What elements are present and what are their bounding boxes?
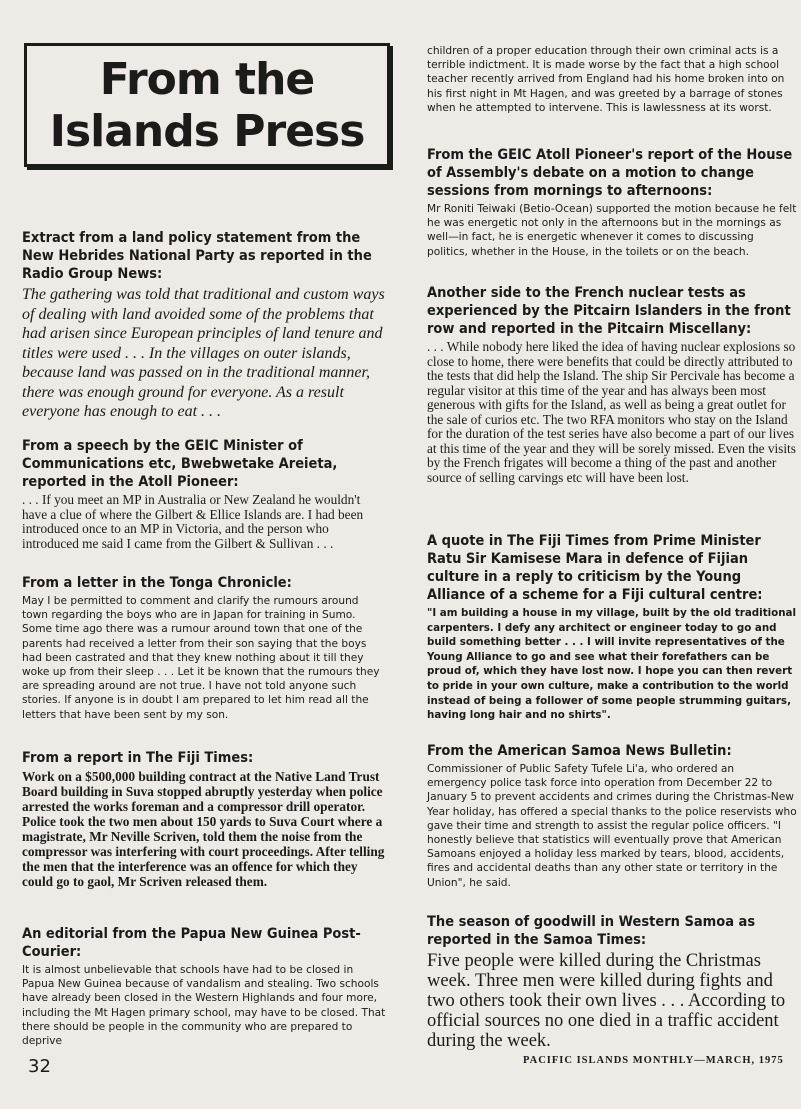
article-heading: Extract from a land policy statement from the New Hebrides National Party as reported in the Radio Group News:	[22, 230, 372, 282]
article-body: "I am building a house in my village, built by the old traditional carpenters. I defy any architect or engineer today to go and build something better . . . I will invite representatives of the Young Alliance to go and see what their forefathers can be proud of, which they have lost now. I hope you can then revert to pride in your own culture, make a contribution to the world instead of being a follower of some people strumming guitars, having long hair and no shirts".	[427, 607, 797, 722]
article-atoll-speech	[22, 437, 387, 551]
article-heading: From the American Samoa News Bulletin:	[427, 743, 732, 759]
article-heading: Another side to the French nuclear tests as experienced by the Pitcairn Islanders in the front row and reported in the Pitcairn Miscellany:	[427, 285, 791, 337]
article-heading: From a letter in the Tonga Chronicle:	[22, 575, 292, 591]
article-body: It is almost unbelievable that schools have had to be closed in Papua New Guinea because of vandalism and stealing. Two schools have already been closed in the Western Highlands and four more, including the Mt Hagen primary school, may have to be closed. That there should be people in the community who are prepared to deprive	[22, 964, 386, 1048]
article-body: May I be permitted to comment and clarify the rumours around town regarding the boys who are in Japan for training in Sumo. Some time ago there was a rumour around town that one of the parents had received a letter from their son saying that the boys had been castrated and that they knew nothing about it till they woke up from their sleep . . . Let it be known that the rumours they are spreading around are not true. I have not told anyone such stories. If anyone is in doubt I am prepared to let him read all the letters that have been sent by my son.	[22, 595, 380, 721]
article-body: Mr Roniti Teiwaki (Betio-Ocean) supported the motion because he felt he was energetic not only in the afternoons but in the mornings as well—in fact, he is energetic whenever it comes to discussing politics, whether in the House, in the toilets or on the beach.	[427, 203, 797, 258]
article-body: Work on a $500,000 building contract at the Native Land Trust Board building in Suva stopped abruptly yesterday when police arrested the works foreman and a compressor drill operator. Police took the two men about 150 yards to Suva Court where a magistrate, Mr Neville Scriven, told them the noise from the compressor was interfering with court proceedings. After telling the men that the interference was an offence for which they could go to gaol, Mr Scriven released them.	[22, 769, 385, 889]
article-samoa-news	[427, 742, 797, 890]
article-body: The gathering was told that traditional and custom ways of dealing with land avoided some of the problems that had arisen since European principles of land tenure and titles were used . . . In the villages on outer islands, because land was passed on in the traditional manner, there was enough ground for everyone. As a result everyone has enough to eat . . .	[22, 286, 385, 420]
article-body: children of a proper education through their own criminal acts is a terrible indictment. It is made worse by the fact that a high school teacher recently arrived from England had his home broken into on his first night in Mt Hagen, and was greeted by a barrage of stones when he attempted to intervene. This is lawlessness at its worst.	[427, 45, 785, 114]
article-fiji-report	[22, 749, 387, 889]
article-body: Commissioner of Public Safety Tufele Li'a, who ordered an emergency police task force into operation from December 22 to January 5 to prevent accidents and crimes during the Christmas-New Year holiday, has offered a special thanks to the police reservists who gave their time and strength to assist the regular police officers. "I honestly believe that statistics will eventually prove that American Samoans enjoyed a holiday less marked by tears, blood, accidents, fires and accidental deaths than any other state or territory in the Union", he said.	[427, 763, 797, 889]
running-footer: PACIFIC ISLANDS MONTHLY—MARCH, 1975	[523, 1055, 784, 1066]
article-land-policy	[22, 229, 387, 422]
page-number: 32	[28, 1056, 51, 1077]
article-body: Five people were killed during the Christmas week. Three men were killed during fights and two others took their own lives . . . According to official sources no one died in a traffic accident during the week.	[427, 951, 786, 1051]
article-body: . . . If you meet an MP in Australia or New Zealand he wouldn't have a clue of where the Gilbert & Ellice Islands are. I had been introduced once to an MP in Victoria, and the person who introduced me said I came from the Gilbert & Sullivan . . .	[22, 492, 364, 551]
article-mara-quote	[427, 532, 797, 723]
article-heading: From a speech by the GEIC Minister of Communications etc, Bwebwetake Areieta, reported in the Atoll Pioneer:	[22, 438, 338, 490]
article-heading: An editorial from the Papua New Guinea Post-Courier:	[22, 926, 361, 960]
article-heading: The season of goodwill in Western Samoa as reported in the Samoa Times:	[427, 914, 756, 948]
article-samoa-times	[427, 913, 797, 1051]
article-heading: From the GEIC Atoll Pioneer's report of the House of Assembly's debate on a motion to change sessions from mornings to afternoons:	[427, 147, 793, 199]
article-tonga-letter	[22, 574, 387, 722]
article-png-editorial-cont	[427, 44, 797, 115]
title-box	[24, 43, 390, 167]
article-heading: From a report in The Fiji Times:	[22, 750, 254, 766]
page-title: From the Islands Press	[49, 54, 365, 157]
article-heading: A quote in The Fiji Times from Prime Minister Ratu Sir Kamisese Mara in defence of Fijian culture in a reply to criticism by the Young Alliance of a scheme for a Fiji cultural centre:	[427, 533, 763, 603]
article-pitcairn	[427, 284, 797, 485]
article-assembly-debate	[427, 146, 797, 259]
article-png-editorial	[22, 925, 387, 1048]
article-body: . . . While nobody here liked the idea of having nuclear explosions so close to home, there were benefits that could be directly attributed to the tests that did help the Island. The ship Sir Percivale has become a regular visitor at this time of the year and has always been most generous with gifts for the Island, as well as being a great outlet for the sale of curios etc. The two RFA monitors who stay on the Island for the duration of the test series have also become a part of our lives at this time of the year and they will be sorely missed. Even the visits by the French frigates will become a thing of the past and another source of selling carvings etc will have been lost.	[427, 339, 796, 485]
